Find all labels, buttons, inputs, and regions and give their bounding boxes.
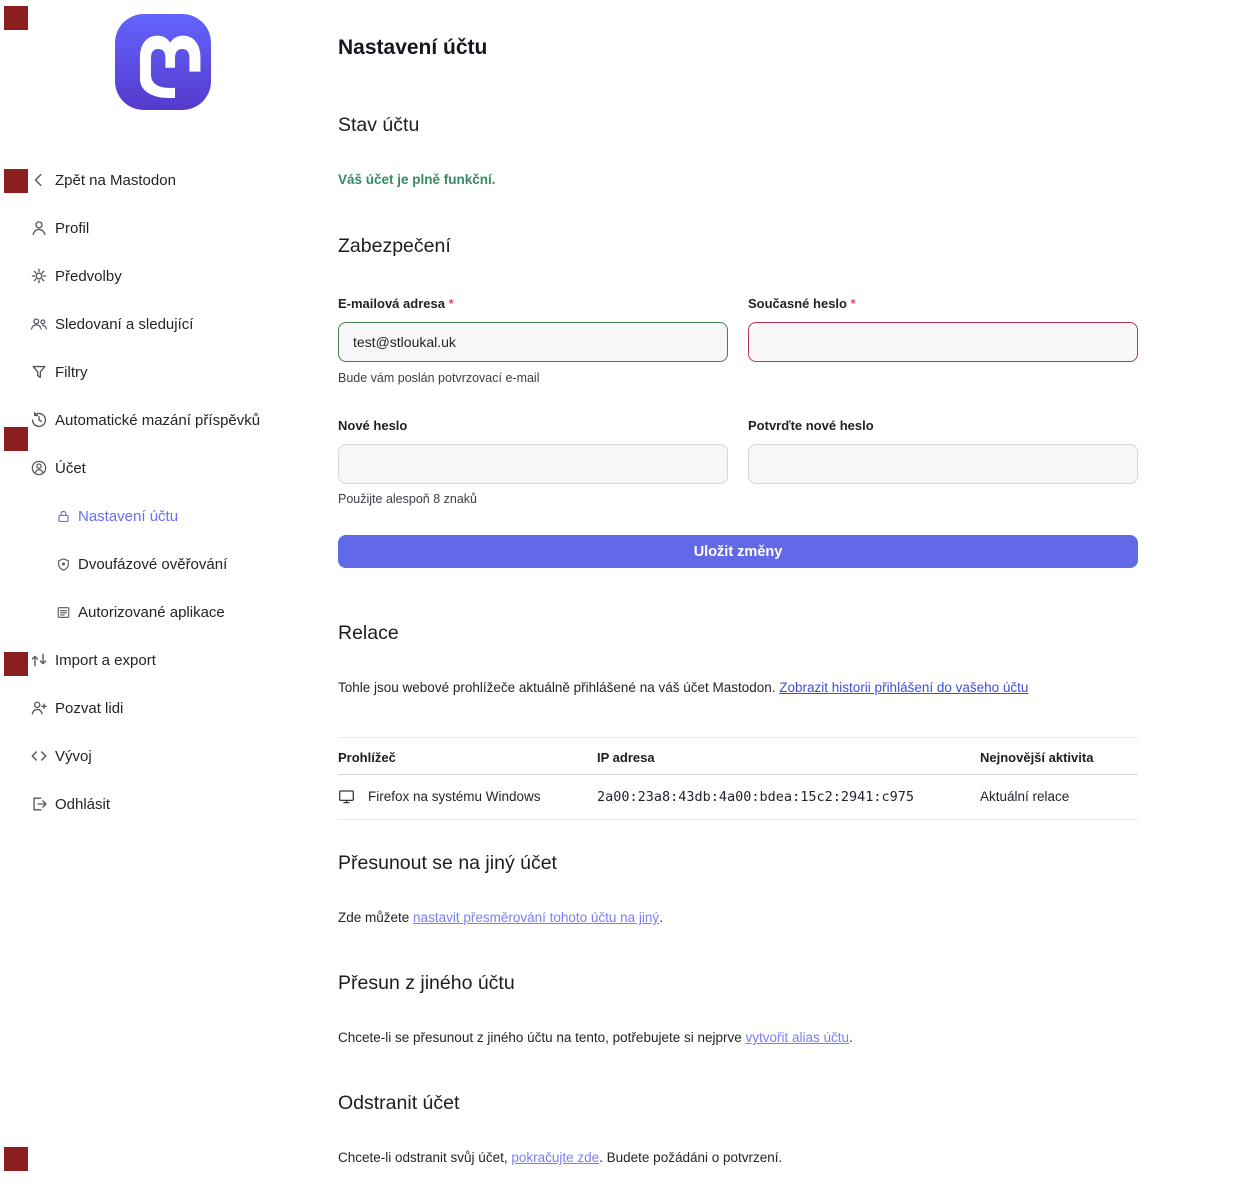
sidebar-item-back-to-mastodon[interactable] [0,156,332,204]
click-marker [4,427,28,451]
sidebar-item-label: Pozvat lidi [55,699,124,717]
sidebar-item-preferences[interactable] [0,252,332,300]
new-password-hint: Použijte alespoň 8 znaků [338,492,477,506]
required-asterisk: * [850,296,856,311]
sidebar-item-invite-people[interactable] [0,684,332,732]
click-marker [4,1147,28,1171]
redirect-account-link[interactable]: nastavit přesměrování tohoto účtu na jiný [413,910,660,925]
logout-icon [30,795,48,813]
sidebar-item-label: Automatické mazání příspěvků [55,411,261,429]
session-ip: 2a00:23a8:43db:4a00:bdea:15c2:2941:c975 [597,775,980,820]
person-circle-icon [30,459,48,477]
login-history-link[interactable]: Zobrazit historii přihlášení do vašeho účtu [779,680,1029,695]
sidebar-item-account-settings[interactable] [0,492,332,540]
person-add-icon [30,699,48,717]
email-field[interactable] [338,322,728,362]
code-icon [30,747,48,765]
create-alias-link[interactable]: vytvořit alias účtu [745,1030,850,1045]
sidebar-item-label: Dvoufázové ověřování [78,555,228,573]
chevron-left-icon [30,171,48,189]
sidebar-item-label: Účet [55,459,86,477]
sidebar-item-label: Předvolby [55,267,122,285]
gear-icon [30,267,48,285]
confirm-password-field[interactable] [748,444,1138,484]
click-marker [4,6,28,30]
mastodon-logo-icon [115,14,211,110]
confirm-password-label: Potvrďte nové heslo [748,418,874,433]
apps-list-icon [56,605,71,620]
sidebar-item-two-factor[interactable] [0,540,332,588]
sidebar-item-label: Zpět na Mastodon [55,171,176,189]
mastodon-logo [115,14,211,114]
click-marker [4,652,28,676]
sidebar-item-label: Import a export [55,651,156,669]
sidebar-item-label: Filtry [55,363,88,381]
sidebar-item-authorized-apps[interactable] [0,588,332,636]
sidebar-item-statuses-cleanup[interactable] [0,396,332,444]
sidebar-item-profile[interactable] [0,204,332,252]
sessions-description: Tohle jsou webové prohlížeče aktuálně přihlášené na váš účet Mastodon. Zobrazit historii přihlášení do vašeho účtu [338,680,1029,695]
import-export-icon [30,651,48,669]
save-changes-button[interactable]: Uložit změny [338,535,1138,568]
page-title: Nastavení účtu [338,36,488,59]
account-status-heading: Stav účtu [338,114,420,136]
session-browser: Firefox na systému Windows [368,789,541,804]
funnel-icon [30,363,48,381]
required-asterisk: * [448,296,454,311]
email-hint: Bude vám poslán potvrzovací e-mail [338,371,540,385]
column-header-activity: Nejnovější aktivita [980,738,1138,775]
sidebar-item-label: Autorizované aplikace [78,603,225,621]
sidebar-item-development[interactable] [0,732,332,780]
security-heading: Zabezpečení [338,235,451,257]
column-header-browser: Prohlížeč [338,738,597,775]
session-activity: Aktuální relace [980,775,1138,820]
delete-account-text: Chcete-li odstranit svůj účet, pokračujte zde. Budete požádáni o potvrzení. [338,1150,783,1165]
sidebar-item-import-export[interactable] [0,636,332,684]
sidebar-item-label: Odhlásit [55,795,111,813]
email-label: E-mailová adresa * [338,296,454,311]
account-status-message: Váš účet je plně funkční. [338,172,496,187]
delete-account-link[interactable]: pokračujte zde [511,1150,600,1165]
sidebar-item-follows-followers[interactable] [0,300,332,348]
sidebar-item-account[interactable] [0,444,332,492]
move-from-heading: Přesun z jiného účtu [338,972,515,994]
settings-sidebar [0,156,332,828]
sidebar-item-label: Sledovaní a sledující [55,315,194,333]
sessions-heading: Relace [338,622,399,644]
move-to-heading: Přesunout se na jiný účet [338,852,557,874]
lock-icon [56,509,71,524]
new-password-label: Nové heslo [338,418,408,433]
move-from-text: Chcete-li se přesunout z jiného účtu na tento, potřebujete si nejprve vytvořit alias účtu. [338,1030,853,1045]
delete-account-heading: Odstranit účet [338,1092,460,1114]
column-header-ip: IP adresa [597,738,980,775]
current-password-label: Současné heslo * [748,296,856,311]
monitor-icon [338,788,355,805]
click-marker [4,169,28,193]
history-icon [30,411,48,429]
sidebar-item-filters[interactable] [0,348,332,396]
move-to-text: Zde můžete nastavit přesměrování tohoto účtu na jiný. [338,910,663,925]
sessions-table [338,737,1138,820]
new-password-field[interactable] [338,444,728,484]
people-icon [30,315,48,333]
sidebar-item-label: Nastavení účtu [78,507,179,525]
session-row [338,775,1138,820]
person-icon [30,219,48,237]
sidebar-item-label: Vývoj [55,747,92,765]
main-content [338,0,1138,1199]
shield-icon [56,557,71,572]
sidebar-item-label: Profil [55,219,90,237]
current-password-field[interactable] [748,322,1138,362]
sidebar-item-logout[interactable] [0,780,332,828]
